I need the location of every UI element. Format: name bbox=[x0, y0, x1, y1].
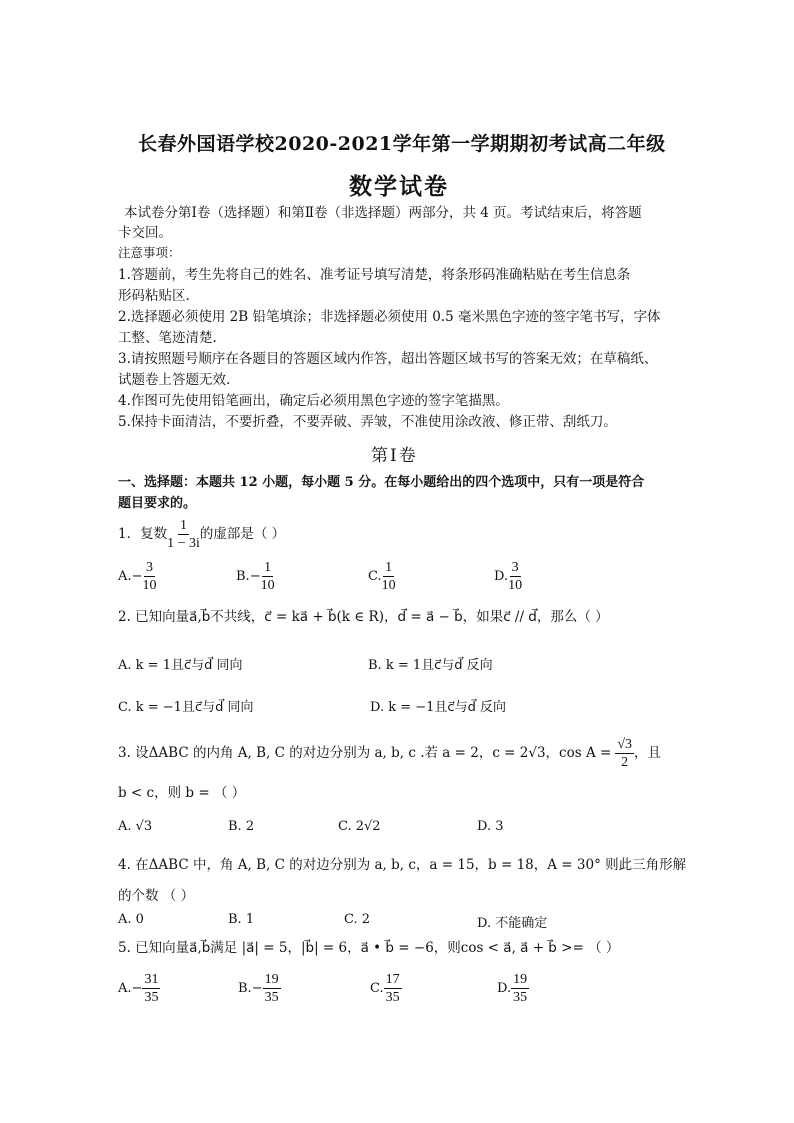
option-sign: − bbox=[131, 981, 143, 996]
option-den: 35 bbox=[513, 990, 528, 1005]
option-label: B. bbox=[238, 981, 252, 996]
option-den: 35 bbox=[385, 990, 400, 1005]
option-den: 10 bbox=[142, 578, 157, 593]
notice-heading: 注意事项： bbox=[118, 245, 181, 260]
q4-option-a: A. 0 bbox=[118, 912, 144, 927]
exam-title: 长春外国语学校2020-2021学年第一学期期初考试高二年级 bbox=[138, 133, 666, 155]
option-den: 10 bbox=[260, 578, 275, 593]
option-num: 17 bbox=[385, 972, 400, 987]
q1-frac-num: 1 bbox=[179, 518, 187, 533]
q1-fraction bbox=[167, 518, 200, 551]
q3-option-c: C. 2√2 bbox=[338, 819, 381, 834]
section-instruction: 题目要求的。 bbox=[118, 496, 197, 511]
q3-frac-den: 2 bbox=[621, 755, 629, 770]
option-sign: − bbox=[251, 981, 263, 996]
option-num: 19 bbox=[513, 972, 528, 987]
notice-line: 试题卷上答题无效. bbox=[118, 372, 231, 388]
q1-frac-den: 1 − 3i bbox=[167, 536, 200, 551]
notice-line: 5.保持卡面清洁，不要折叠，不要弄破、弄皱，不准使用涂改液、修正带、刮纸刀。 bbox=[118, 414, 617, 430]
option-den: 10 bbox=[508, 578, 523, 593]
notice-line: 4.作图可先使用铅笔画出，确定后必须用黑色字迹的签字笔描黑。 bbox=[118, 393, 509, 409]
intro-line-2: 卡交回。 bbox=[118, 225, 172, 241]
q3-fraction bbox=[615, 737, 634, 770]
option-den: 35 bbox=[264, 990, 279, 1005]
option-sign: − bbox=[249, 569, 261, 584]
q3-stem-a: 3. 设ΔABC 的内角 A, B, C 的对边分别为 a, b, c .若 a = 2，c = 2√3，cos A = bbox=[118, 744, 612, 761]
section-instruction: 一、选择题：本题共 12 小题，每小题 5 分。在每小题给出的四个选项中，只有一项是符合 bbox=[118, 475, 645, 490]
q4-option-c: C. 2 bbox=[344, 912, 371, 927]
q5-option-c bbox=[370, 972, 402, 1005]
q3-option-d: D. 3 bbox=[477, 819, 504, 834]
q2-option-d: D. k = −1且c⃗与d⃗ 反向 bbox=[370, 700, 506, 715]
option-num: 3 bbox=[145, 560, 153, 575]
q4-line-2: 的个数 （ ） bbox=[118, 888, 195, 904]
q5-option-a bbox=[118, 972, 160, 1005]
q1-suffix: 的虚部是（ ） bbox=[199, 525, 286, 542]
option-den: 35 bbox=[144, 990, 159, 1005]
q4-option-b: B. 1 bbox=[228, 912, 255, 927]
q2-option-b: B. k = 1且c⃗与d⃗ 反向 bbox=[368, 658, 493, 673]
notice-line: 形码粘贴区. bbox=[118, 288, 190, 304]
option-num: 3 bbox=[511, 560, 519, 575]
option-label: C. bbox=[368, 569, 382, 584]
option-label: C. bbox=[370, 981, 384, 996]
notice-line: 3.请按照题号顺序在各题目的答题区域内作答，超出答题区域书写的答案无效；在草稿纸、 bbox=[118, 351, 658, 367]
option-num: 19 bbox=[264, 972, 279, 987]
intro-line-1: 本试卷分第Ⅰ卷（选择题）和第Ⅱ卷（非选择题）两部分，共 4 页。考试结束后，将答题 bbox=[124, 205, 642, 221]
q3-option-a: A. √3 bbox=[118, 819, 153, 834]
exam-subtitle: 数学试卷 bbox=[349, 173, 449, 200]
q1-option-d bbox=[494, 560, 522, 593]
q5-option-d bbox=[497, 972, 529, 1005]
q2-option-a: A. k = 1且c⃗与d⃗ 同向 bbox=[118, 658, 243, 673]
option-den: 10 bbox=[381, 578, 396, 593]
question-4-stem: 4. 在ΔABC 中，角 A, B, C 的对边分别为 a, b, c，a = 15，b = 18，A = 30° 则此三角形解 bbox=[118, 857, 687, 873]
option-num: 31 bbox=[144, 972, 159, 987]
notice-line: 1.答题前，考生先将自己的姓名、准考证号填写清楚，将条形码准确粘贴在考生信息条 bbox=[118, 267, 631, 283]
q3-frac-num: √3 bbox=[617, 737, 633, 752]
notice-line: 工整、笔迹清楚. bbox=[118, 330, 217, 346]
q1-option-b bbox=[236, 560, 275, 593]
option-label: D. bbox=[497, 981, 512, 996]
q1-option-c bbox=[368, 560, 396, 593]
q5-option-b bbox=[238, 972, 281, 1005]
option-num: 1 bbox=[264, 560, 272, 575]
q3-option-b: B. 2 bbox=[228, 819, 255, 834]
option-num: 1 bbox=[385, 560, 393, 575]
option-sign: − bbox=[131, 569, 143, 584]
q2-option-c: C. k = −1且c⃗与d⃗ 同向 bbox=[118, 700, 254, 715]
question-2-stem: 2. 已知向量a⃗,b⃗不共线，c⃗ = ka⃗ + b⃗(k ∈ R)，d⃗ = a⃗ − b⃗，如果c⃗ // d⃗，那么（ ） bbox=[118, 609, 609, 625]
question-3-stem bbox=[118, 737, 661, 770]
option-label: A. bbox=[118, 569, 132, 584]
question-5-stem: 5. 已知向量a⃗,b⃗满足 |a⃗| = 5，|b⃗| = 6，a⃗ • b⃗ = −6，则cos < a⃗, a⃗ + b⃗ >= （ ） bbox=[118, 940, 620, 956]
notice-line: 2.选择题必须使用 2B 铅笔填涂；非选择题必须使用 0.5 毫米黑色字迹的签字笔书写，字体 bbox=[118, 309, 661, 325]
option-label: B. bbox=[236, 569, 250, 584]
option-label: D. bbox=[494, 569, 509, 584]
q1-option-a bbox=[118, 560, 156, 593]
q4-option-d: D. 不能确定 bbox=[477, 916, 548, 931]
q3-line-2: b < c，则 b = （ ） bbox=[118, 785, 246, 801]
q1-prefix: 1．复数 bbox=[118, 525, 168, 542]
option-label: A. bbox=[118, 981, 132, 996]
question-1-stem bbox=[118, 518, 285, 551]
section-title: 第Ⅰ卷 bbox=[371, 446, 418, 466]
q3-stem-b: ，且 bbox=[634, 744, 662, 761]
